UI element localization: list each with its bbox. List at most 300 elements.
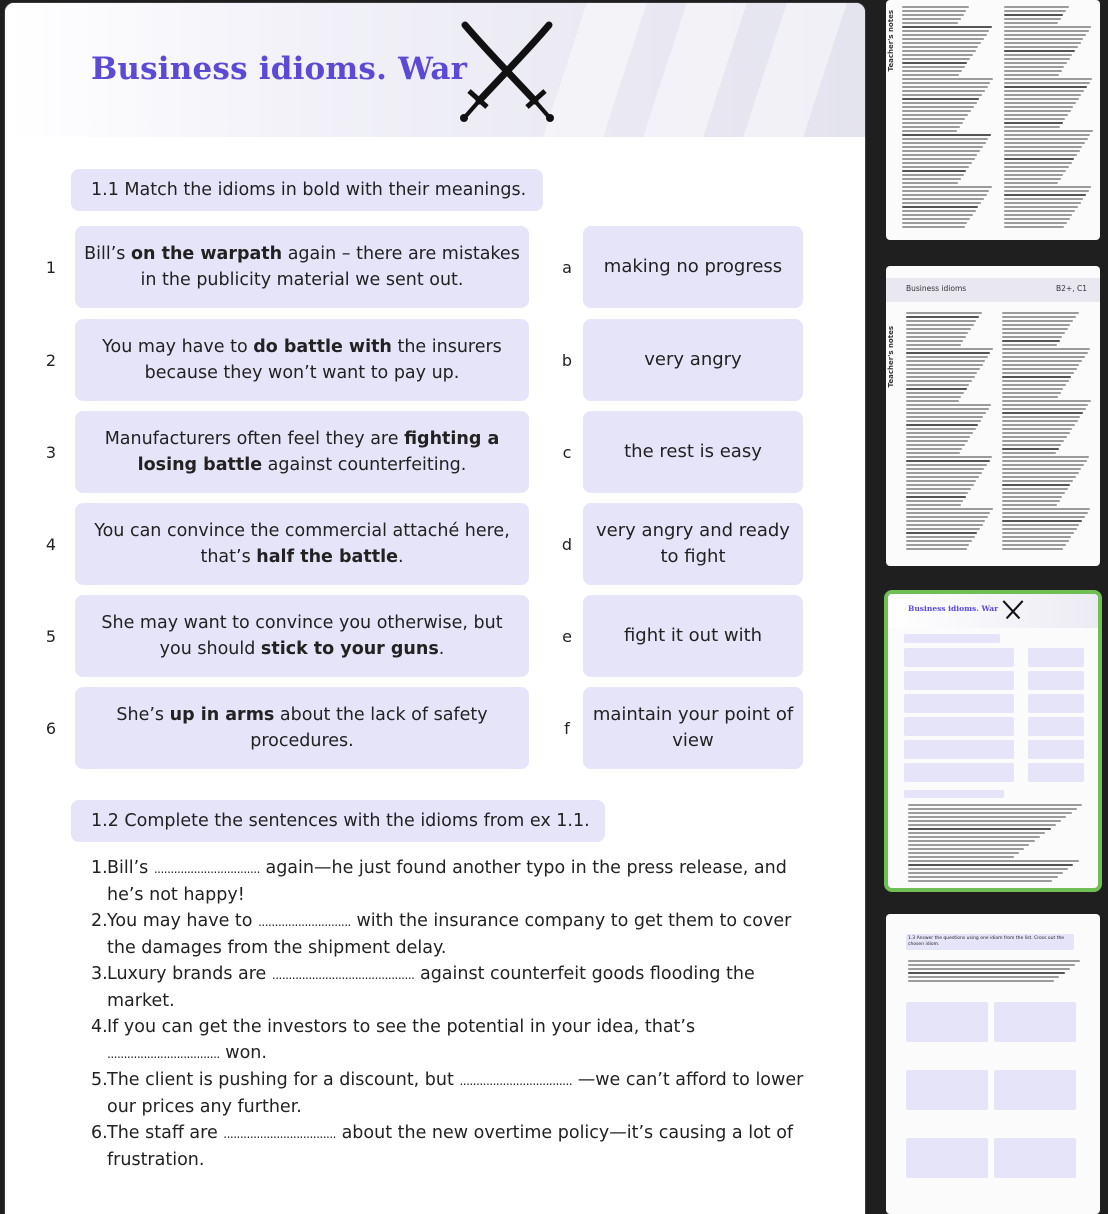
thumbnail-text-line xyxy=(902,182,958,184)
thumbnail-text-line xyxy=(902,14,964,16)
thumbnail-text-line xyxy=(906,548,967,550)
thumbnail-text-line xyxy=(906,484,974,486)
thumbnail-text-line xyxy=(1002,452,1056,454)
thumbnail-text-line xyxy=(906,360,985,362)
thumbnail-text-line xyxy=(902,202,981,204)
thumbnail-text-line xyxy=(1002,548,1063,550)
thumbnail-text-line xyxy=(902,214,973,216)
thumbnail-text-line xyxy=(1002,424,1075,426)
thumbnail-text-line xyxy=(906,488,971,490)
thumbnail-text-column xyxy=(1002,312,1092,552)
thumbnail-text-line xyxy=(1002,472,1079,474)
thumbnail-text-line xyxy=(1004,150,1080,152)
thumbnail-text-line xyxy=(1004,158,1074,160)
answer-blank[interactable]: ................................ xyxy=(153,862,260,876)
thumbnail-header: Business idioms xyxy=(906,284,967,293)
thumbnail-text-line xyxy=(906,372,977,374)
thumbnail-text-line xyxy=(908,808,1077,810)
thumbnail-text-line xyxy=(1004,122,1063,124)
thumbnail-text-line xyxy=(1004,178,1061,180)
sentence-number: 4 xyxy=(45,535,57,554)
thumbnail-text-line xyxy=(1002,536,1071,538)
thumbnail-text-line xyxy=(902,146,983,148)
thumbnail-text-line xyxy=(1004,86,1087,88)
idiom-bold: do battle with xyxy=(253,337,392,357)
idiom-sentence-card xyxy=(75,595,529,677)
gap-fill-sentence xyxy=(91,1014,811,1067)
thumbnail-text-line xyxy=(906,452,960,454)
thumbnail-text-line xyxy=(902,174,964,176)
thumbnail-text-line xyxy=(902,22,958,24)
gap-fill-sentence xyxy=(91,1067,811,1120)
sentence-number: 3 xyxy=(45,443,57,462)
thumbnail-text-line xyxy=(906,448,962,450)
thumbnail-text-line xyxy=(902,142,986,144)
thumbnail-text-line xyxy=(908,880,1052,882)
meaning-text: fight it out with xyxy=(623,625,763,646)
thumbnail-text-line xyxy=(1002,364,1079,366)
thumbnail-text-line xyxy=(1002,516,1085,518)
thumbnail-text-line xyxy=(1002,440,1064,442)
thumbnail-text-line xyxy=(908,852,1019,854)
thumbnail-text-line xyxy=(902,110,971,112)
meaning-text: the rest is easy xyxy=(624,441,762,462)
thumbnail-text-line xyxy=(908,832,1045,834)
thumbnail-text-line xyxy=(1002,460,1087,462)
meaning-letter: b xyxy=(561,351,573,370)
thumbnail-meaning-card xyxy=(1028,740,1084,759)
thumbnail-text-line xyxy=(906,456,992,458)
thumbnail-text-line xyxy=(1002,444,1061,446)
thumbnail-sentence-card xyxy=(904,763,1014,782)
thumbnail-text-line xyxy=(1004,26,1091,28)
thumbnail-text-line xyxy=(902,74,959,76)
sentence-text: You may have to xyxy=(107,911,259,931)
thumbnail-level: B2+, C1 xyxy=(1056,284,1087,293)
page-thumbnail-1[interactable] xyxy=(886,0,1100,240)
thumbnail-text-line xyxy=(906,444,965,446)
idiom-sentence-card xyxy=(75,687,529,769)
sentence-number: 1 xyxy=(45,258,57,277)
sentence-text: about the new overtime policy—it’s causing a lot of frustration. xyxy=(107,1123,794,1170)
thumbnail-text-line xyxy=(1004,54,1072,56)
sentence-text: again—he just found another typo in the press release, and he’s not happy! xyxy=(107,858,787,905)
thumbnail-meaning-card xyxy=(1028,694,1084,713)
thumbnail-text-line xyxy=(1004,126,1060,128)
thumbnail-text-line xyxy=(902,26,992,28)
thumbnail-text-line xyxy=(1004,78,1092,80)
thumbnail-text-line xyxy=(902,102,977,104)
thumbnail-text-line xyxy=(1002,504,1057,506)
meaning-card xyxy=(583,503,803,585)
thumbnail-text-line xyxy=(902,90,985,92)
thumbnail-text-line xyxy=(902,38,984,40)
thumbnail-text-line xyxy=(1002,544,1066,546)
thumbnail-text-line xyxy=(1002,324,1070,326)
thumbnail-text-line xyxy=(906,364,983,366)
answer-blank[interactable]: .................................. xyxy=(107,1047,220,1061)
thumbnail-text-line xyxy=(1002,484,1070,486)
thumbnail-text-line xyxy=(1004,186,1091,188)
thumbnail-text-line xyxy=(906,516,988,518)
thumbnail-text-line xyxy=(906,380,972,382)
thumbnail-text-line xyxy=(1004,38,1083,40)
idiom-bold: up in arms xyxy=(169,705,275,725)
idiom-bold: on the warpath xyxy=(131,244,283,264)
gap-number: 4. xyxy=(91,1017,108,1037)
thumbnail-text-line xyxy=(902,118,965,120)
thumbnail-text-column xyxy=(902,6,994,230)
thumbnail-text-line xyxy=(902,158,975,160)
thumbnail-text-line xyxy=(908,856,1014,858)
meaning-card xyxy=(583,687,803,769)
gap-fill-sentence xyxy=(91,961,811,1014)
thumbnail-text-line xyxy=(1004,222,1067,224)
thumbnail-text-line xyxy=(1002,376,1071,378)
thumbnail-text-line xyxy=(906,400,959,402)
thumbnail-text-line xyxy=(906,460,990,462)
thumbnail-text-line xyxy=(902,218,970,220)
thumbnail-text-line xyxy=(1004,166,1069,168)
thumbnail-text-line xyxy=(1004,74,1059,76)
thumbnail-meaning-card xyxy=(1028,671,1084,690)
sentence-text: You may have to xyxy=(102,337,254,357)
page-thumbnail-2[interactable] xyxy=(886,266,1100,566)
answer-blank[interactable]: .................................. xyxy=(459,1074,573,1088)
thumbnail-text-line xyxy=(1004,106,1073,108)
sentence-text: —we can’t afford to lower our prices any further. xyxy=(107,1070,804,1117)
thumbnail-text-line xyxy=(906,420,981,422)
thumbnail-text-line xyxy=(1004,34,1086,36)
thumbnail-text-line xyxy=(1002,352,1088,354)
thumbnail-text-line xyxy=(906,508,993,510)
thumbnail-side-label: Teacher's notes xyxy=(887,10,895,72)
thumbnail-instruction: 1.3 Answer the questions using one idiom from the list. Cross out the chosen idiom. xyxy=(908,936,1065,947)
sentence-text: She’s xyxy=(116,705,170,725)
thumbnail-text-line xyxy=(906,344,961,346)
thumbnail-text-line xyxy=(1002,528,1077,530)
thumbnail-text-line xyxy=(1002,332,1065,334)
thumbnail-question-box xyxy=(994,1070,1076,1110)
thumbnail-text-line xyxy=(1004,198,1083,200)
thumbnail-text-line xyxy=(1004,70,1062,72)
thumbnail-text-column xyxy=(906,312,994,552)
thumbnail-text-line xyxy=(1004,142,1085,144)
thumbnail-text-line xyxy=(1004,154,1077,156)
sentence-text: against counterfeit goods flooding the market. xyxy=(107,964,755,1011)
thumbnail-text-line xyxy=(908,816,1066,818)
meaning-text: very angry xyxy=(644,349,742,370)
thumbnail-text-line xyxy=(902,10,966,12)
thumbnail-text-line xyxy=(902,162,972,164)
meaning-text: very angry and ready to fight xyxy=(596,520,790,567)
thumbnail-text-line xyxy=(902,62,967,64)
thumbnail-text-line xyxy=(1002,512,1088,514)
thumbnail-text-line xyxy=(902,134,991,136)
thumbnail-meaning-card xyxy=(1028,717,1084,736)
thumbnail-text-line xyxy=(906,492,968,494)
thumbnail-text-line xyxy=(908,828,1051,830)
thumbnail-text-line xyxy=(1002,532,1074,534)
thumbnail-text-line xyxy=(1002,448,1059,450)
thumbnail-text-line xyxy=(906,532,977,534)
thumbnail-text-line xyxy=(902,50,976,52)
thumbnail-text-line xyxy=(906,496,966,498)
thumbnail-text-line xyxy=(908,968,1070,970)
thumbnail-text-line xyxy=(906,388,967,390)
thumbnail-text-line xyxy=(906,336,966,338)
thumbnail-text-line xyxy=(908,972,1065,974)
thumbnail-text-line xyxy=(902,78,993,80)
answer-blank[interactable]: ........................................... xyxy=(271,968,415,982)
sentence-text: Manufacturers often feel they are xyxy=(104,429,405,449)
thumbnail-text-line xyxy=(906,480,976,482)
thumbnail-text-line xyxy=(1004,226,1064,228)
idiom-bold: fighting a losing battle xyxy=(137,429,500,475)
thumbnail-text-line xyxy=(906,404,991,406)
thumbnail-text-line xyxy=(902,70,962,72)
page-thumbnail-4[interactable] xyxy=(886,914,1100,1214)
thumbnail-text-line xyxy=(906,512,990,514)
thumbnail-text-line xyxy=(1004,46,1078,48)
thumbnail-text-line xyxy=(1002,372,1074,374)
idiom-bold: half the battle xyxy=(256,547,398,567)
thumbnail-text-line xyxy=(908,964,1075,966)
idiom-sentence-card xyxy=(75,503,529,585)
thumbnail-text-line xyxy=(908,812,1072,814)
thumbnail-title: Business idioms. War xyxy=(908,604,999,613)
thumbnail-text-line xyxy=(902,82,990,84)
thumbnail-text-line xyxy=(1004,22,1058,24)
thumbnail-text-line xyxy=(1004,138,1088,140)
thumbnail-text-line xyxy=(1002,368,1077,370)
thumbnail-text-line xyxy=(1002,476,1076,478)
thumbnail-text-line xyxy=(908,804,1082,806)
thumbnail-text-line xyxy=(906,384,969,386)
thumbnail-text-line xyxy=(902,30,989,32)
thumbnail-sentence-card xyxy=(904,671,1014,690)
thumbnail-text-line xyxy=(1002,420,1078,422)
thumbnail-text-line xyxy=(906,432,973,434)
thumbnail-text-line xyxy=(1002,340,1060,342)
thumbnail-text-line xyxy=(908,864,1073,866)
thumbnail-text-line xyxy=(906,368,980,370)
page-thumbnail-3-selected[interactable] xyxy=(884,590,1102,892)
thumbnail-text-line xyxy=(906,312,982,314)
thumbnail-text-line xyxy=(902,114,968,116)
thumbnail-text-line xyxy=(908,840,1035,842)
answer-blank[interactable]: .................................. xyxy=(223,1127,336,1141)
thumbnail-text-line xyxy=(1004,206,1078,208)
gap-fill-exercise xyxy=(91,855,811,1173)
thumbnail-text-line xyxy=(906,376,975,378)
thumbnail-text-line xyxy=(1002,392,1061,394)
thumbnail-text-line xyxy=(1004,130,1093,132)
gap-number: 2. xyxy=(91,911,108,931)
thumbnail-text-line xyxy=(1002,480,1073,482)
thumbnail-text-line xyxy=(908,872,1063,874)
thumbnail-sentence-card xyxy=(904,717,1014,736)
thumbnail-text-line xyxy=(902,166,969,168)
thumbnail-text-line xyxy=(908,868,1068,870)
thumbnail-question-box xyxy=(906,1070,988,1110)
thumbnail-text-line xyxy=(1002,348,1090,350)
thumbnail-text-line xyxy=(902,206,978,208)
thumbnail-text-line xyxy=(902,190,989,192)
thumbnail-text-line xyxy=(1004,102,1076,104)
thumbnail-text-line xyxy=(1002,408,1086,410)
thumbnail-text-line xyxy=(1002,400,1091,402)
thumbnail-text-line xyxy=(1002,436,1067,438)
thumbnail-text-line xyxy=(1002,492,1065,494)
thumbnail-text-line xyxy=(902,226,965,228)
thumbnail-text-line xyxy=(1004,14,1063,16)
thumbnail-text-line xyxy=(1004,50,1075,52)
thumbnail-meaning-card xyxy=(1028,648,1084,667)
sentence-text: She may want to convince you otherwise, but you should xyxy=(101,613,503,659)
thumbnail-text-line xyxy=(908,960,1080,962)
meaning-text: making no progress xyxy=(603,256,783,277)
thumbnail-text-line xyxy=(902,198,984,200)
thumbnail-text-line xyxy=(1002,464,1084,466)
sentence-text: You can convince the commercial attaché here, that’s xyxy=(94,521,510,567)
thumbnail-text-line xyxy=(906,536,975,538)
thumbnail-text-line xyxy=(906,328,971,330)
meaning-text: maintain your point of view xyxy=(592,704,794,751)
thumbnail-question-box xyxy=(994,1002,1076,1042)
thumbnail-text-line xyxy=(908,844,1029,846)
sentence-text: Luxury brands are xyxy=(107,964,272,984)
thumbnail-text-line xyxy=(906,396,961,398)
meaning-letter: f xyxy=(564,719,570,738)
thumbnail-text-line xyxy=(1002,468,1081,470)
thumbnail-text-line xyxy=(908,848,1024,850)
thumbnail-swords-icon xyxy=(1000,600,1026,624)
thumbnail-text-line xyxy=(1004,98,1079,100)
sentence-text: the insurers because they won’t want to pay up. xyxy=(144,337,502,383)
thumbnail-text-line xyxy=(1004,10,1066,12)
thumbnail-text-line xyxy=(908,976,1059,978)
thumbnail-text-line xyxy=(906,320,976,322)
sentence-number: 5 xyxy=(45,627,57,646)
thumbnail-text-line xyxy=(1004,170,1066,172)
thumbnail-sentence-card xyxy=(904,694,1014,713)
thumbnail-text-line xyxy=(1002,404,1088,406)
thumbnail-text-line xyxy=(906,332,968,334)
thumbnail-text-line xyxy=(1002,524,1079,526)
thumbnail-sentence-card xyxy=(904,740,1014,759)
thumbnail-text-line xyxy=(1004,114,1068,116)
thumbnail-text-line xyxy=(906,392,964,394)
thumbnail-text-line xyxy=(908,824,1056,826)
thumbnail-text-line xyxy=(1002,520,1082,522)
thumbnail-text-line xyxy=(906,324,974,326)
thumbnail-text-line xyxy=(902,126,960,128)
thumbnail-text-line xyxy=(906,340,963,342)
thumbnail-text-line xyxy=(906,352,990,354)
thumbnail-text-line xyxy=(1004,42,1081,44)
thumbnail-text-line xyxy=(902,178,961,180)
sentence-text: The staff are xyxy=(107,1123,224,1143)
thumbnail-question-box xyxy=(906,1138,988,1178)
thumbnail-text-line xyxy=(1002,428,1072,430)
gap-number: 6. xyxy=(91,1123,108,1143)
thumbnail-text-line xyxy=(902,186,992,188)
thumbnail-text-line xyxy=(1002,416,1080,418)
thumbnail-text-line xyxy=(1002,360,1082,362)
thumbnail-text-line xyxy=(1002,384,1066,386)
thumbnail-text-line xyxy=(1004,30,1089,32)
gap-number: 1. xyxy=(91,858,108,878)
thumbnail-text-line xyxy=(908,860,1079,862)
thumbnail-text-line xyxy=(1004,190,1089,192)
idiom-sentence-card xyxy=(75,226,529,308)
thumbnail-text-line xyxy=(906,472,982,474)
thumbnail-text-line xyxy=(1004,182,1058,184)
thumbnail-text-line xyxy=(902,18,961,20)
sentence-text: If you can get the investors to see the potential in your idea, that’s xyxy=(107,1017,696,1037)
thumbnail-text-line xyxy=(1002,388,1063,390)
thumbnail-text-line xyxy=(1002,488,1068,490)
meaning-card xyxy=(583,226,803,308)
answer-blank[interactable]: ............................ xyxy=(258,915,351,929)
gap-number: 3. xyxy=(91,964,108,984)
thumbnail-text-line xyxy=(906,440,968,442)
thumbnail-text-line xyxy=(906,408,989,410)
thumbnail-text-line xyxy=(906,500,963,502)
thumbnail-text-line xyxy=(902,94,982,96)
thumbnail-text-line xyxy=(1004,146,1082,148)
idiom-sentence-card xyxy=(75,319,529,401)
thumbnail-text-line xyxy=(1004,62,1067,64)
thumbnail-text-line xyxy=(902,222,967,224)
thumbnail-text-line xyxy=(908,820,1061,822)
thumbnail-text-line xyxy=(902,170,966,172)
thumbnail-text-line xyxy=(906,356,988,358)
thumbnail-text-column xyxy=(1004,6,1094,230)
thumbnail-text-line xyxy=(902,138,988,140)
thumbnail-text-line xyxy=(1004,194,1086,196)
thumbnail-text-line xyxy=(902,154,977,156)
thumbnail-side-label: Teacher's notes xyxy=(887,326,895,388)
thumbnail-text-line xyxy=(906,504,961,506)
thumbnail-text-line xyxy=(1004,94,1081,96)
thumbnail-text-line xyxy=(1004,58,1070,60)
thumbnail-text-line xyxy=(902,150,980,152)
thumbnail-question-box xyxy=(994,1138,1076,1178)
thumbnail-text-line xyxy=(902,98,979,100)
sentence-text: Bill’s xyxy=(107,858,154,878)
thumbnail-text-line xyxy=(1004,202,1081,204)
thumbnail-text-line xyxy=(1004,210,1075,212)
gap-fill-sentence xyxy=(91,908,811,961)
thumbnail-text-line xyxy=(1002,336,1062,338)
thumbnail-text-line xyxy=(1004,118,1065,120)
thumbnail-text-line xyxy=(1004,18,1061,20)
thumbnail-text-line xyxy=(902,34,987,36)
thumbnail-text-line xyxy=(906,412,986,414)
sentence-text: with the insurance company to get them to cover the damages from the shipment delay. xyxy=(107,911,792,958)
thumbnail-text-line xyxy=(906,528,980,530)
idiom-bold: stick to your guns xyxy=(260,639,439,659)
thumbnail-text-line xyxy=(1002,500,1060,502)
thumbnail-text-line xyxy=(908,876,1058,878)
thumbnail-text-line xyxy=(1004,82,1090,84)
page-title: Business idioms. War xyxy=(91,51,468,87)
sentence-text: about the lack of safety procedures. xyxy=(250,705,488,751)
thumbnail-text-line xyxy=(902,58,970,60)
thumbnail-text-line xyxy=(902,86,988,88)
